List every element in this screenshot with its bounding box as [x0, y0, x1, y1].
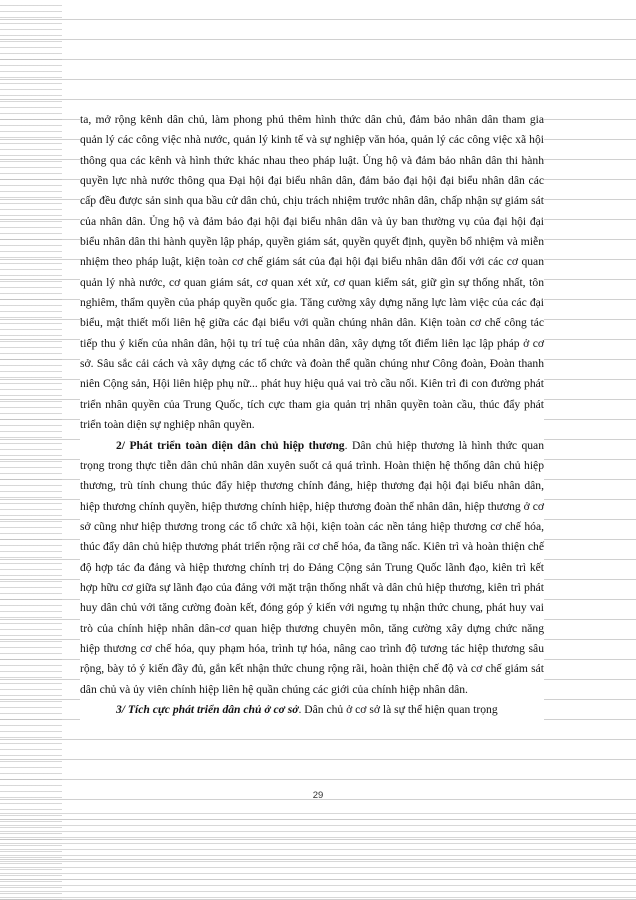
section-2-body: . Dân chủ hiệp thương là hình thức quan trọng trong thực tiễn dân chủ nhân dân xuyên suốt cả quá trình. Hoàn thiện hệ thống dân chủ hiệp thương, trù tính chung thúc đẩy hiệp thương chính đảng, hiệp thương đại hội đại biểu nhân dân, hiệp thương chính quyền, hiệp thương chính hiệp, hiệp thương đoàn thể nhân dân, hiệp thương ở cơ sở cũng như hiệp thương trong các tổ chức xã hội, kiện toàn các nền tảng hiệp thương cơ chế hóa, thúc đẩy dân chủ hiệp thương phát triển rộng rãi cơ chế hóa, đa tầng nấc. Kiên trì và hoàn thiện chế độ hợp tác đa đảng và hiệp thương chính trị do Đảng Cộng sản Trung Quốc lãnh đạo, kiên trì kết hợp hữu cơ giữa sự lãnh đạo của đảng với mặt trận thống nhất và dân chủ hiệp thương, kiên trì phát huy dân chủ với tăng cường đoàn kết, đóng góp ý kiến với ngưng tụ nhận thức chung, phát huy vai trò của chính hiệp nhân dân-cơ quan hiệp thương chuyên môn, tăng cường xây dựng chức năng hiệp thương cơ chế hóa, quy phạm hóa, trình tự hóa, nâng cao trình độ tương tác hiệp thương sâu rộng, bày tỏ ý kiến đầy đủ, gắn kết nhận thức chung rộng rãi, hoàn thiện chế độ và cơ chế giám sát dân chủ và ủy viên chính hiệp liên hệ quần chúng các giới của chính hiệp nhân dân.	[80, 438, 544, 696]
document-body	[80, 110, 544, 720]
bottom-margin-pattern	[0, 808, 636, 900]
section-2-heading: 2/ Phát triển toàn diện dân chủ hiệp thương	[116, 438, 345, 452]
left-margin-pattern	[0, 0, 62, 900]
page-number: 29	[312, 790, 324, 801]
section-3-body: . Dân chủ ở cơ sở là sự thể hiện quan trọng	[298, 702, 498, 716]
section-3-heading: 3/ Tích cực phát triển dân chủ ở cơ sở	[116, 702, 299, 716]
paragraph-section-3	[80, 700, 544, 720]
paragraph-section-2	[80, 436, 544, 700]
paragraph-1: ta, mở rộng kênh dân chủ, làm phong phú thêm hình thức dân chủ, đảm bảo nhân dân tham gia quản lý các công việc nhà nước, quản lý kinh tế và sự nghiệp văn hóa, quản lý các công việc xã hội thông qua các kênh và hình thức khác nhau theo pháp luật. Ủng hộ và đảm bảo nhân dân thi hành quyền lực nhà nước thông qua Đại hội đại biểu nhân dân, đảm bảo đại hội đại biểu nhân dân các cấp đều được sản sinh qua bầu cử dân chủ, chịu trách nhiệm trước nhân dân, chấp nhận sự giám sát của nhân dân. Ủng hộ và đảm bảo đại hội đại biểu nhân dân và ủy ban thường vụ của đại hội đại biểu nhân dân thi hành quyền lập pháp, quyền giám sát, quyền quyết định, quyền bổ nhiệm và miễn nhiệm theo pháp luật, kiện toàn cơ chế giám sát của đại hội đại biểu nhân dân đối với các cơ quan quản lý nhà nước, cơ quan giám sát, cơ quan xét xử, cơ quan kiểm sát, giữ gìn sự thống nhất, tôn nghiêm, thẩm quyền của pháp quyền quốc gia. Tăng cường xây dựng năng lực làm việc của các đại biểu, mật thiết mối liên hệ giữa các đại biểu với quần chúng nhân dân. Kiện toàn cơ chế công tác tiếp thu ý kiến của nhân dân, hội tụ trí tuệ của nhân dân, xây dựng tốt điểm liên lạc lập pháp ở cơ sở. Sâu sắc cải cách và xây dựng các tổ chức và đoàn thể quần chúng như Công đoàn, Đoàn thanh niên Cộng sản, Hội liên hiệp phụ nữ... phát huy hiệu quả vai trò cầu nối. Kiên trì đi con đường phát triển nhân quyền của Trung Quốc, tích cực tham gia quản trị nhân quyền toàn cầu, thúc đẩy phát triển toàn diện sự nghiệp nhân quyền.	[80, 113, 544, 432]
